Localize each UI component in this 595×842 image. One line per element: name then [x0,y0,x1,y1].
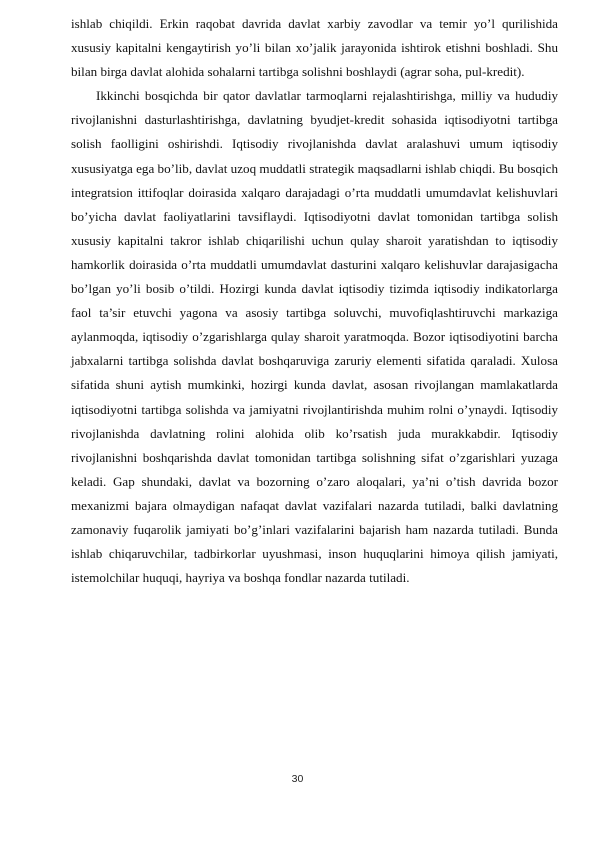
paragraph-main: Ikkinchi bosqichda bir qator davlatlar tarmoqlarni rejalashtirishga, milliy va hududiy rivojlanishni dasturlashtirishga, davlatning byudjet-kredit sohasida iqtisodiyotni tartibga solish faolligini oshirishdi. Iqtisodiy rivojlanishda davlat aralashuvi umum iqtisodiy xususiyatga ega bo’lib, davlat uzoq muddatli strategik maqsadlarni ishlab chiqdi. Bu bosqich integratsion ittifoqlar doirasida xalqaro darajadagi o’rta muddatli umumdavlat kelishuvlari bo’yicha davlat faoliyatlarini tavsiflaydi. Iqtisodiyotni davlat tomonidan tartibga solish xususiy kapitalni takror ishlab chiqarilishi uchun qulay sharoit yaratishdan to iqtisodiy hamkorlik doirasida o’rta muddatli umumdavlat dasturini xalqaro kelishuvlar darajasigacha bo’lgan yo’li bosib o’tildi. Hozirgi kunda davlat iqtisodiy tizimda iqtisodiy indikatorlarga faol ta’sir etuvchi yagona va asosiy tartibga soluvchi, muvofiqlashtiruvchi markaziga aylanmoqda, iqtisodiy o’zgarishlarga qulay sharoit yaratmoqda. Bozor iqtisodiyotini barcha jabxalarni tartibga solishda davlat boshqaruviga zaruriy elementi sifatida qaraladi. Xulosa sifatida shuni aytish mumkinki, hozirgi kunda davlat, asosan rivojlangan mamlakatlarda iqtisodiyotni tartibga solishda va jamiyatni rivojlantirishda muhim rolni o’ynaydi. Iqtisodiy rivojlanishda davlatning rolini alohida olib ko’rsatish juda murakkabdir. Iqtisodiy rivojlanishni boshqarishda davlat tomonidan tartibga solishning sifat o’zgarishlari yuzaga keladi. Gap shundaki, davlat va bozorning o’zaro aloqalari, ya’ni o’tish davrida bozor mexanizmi bajara olmaydigan nafaqat davlat vazifalari nazarda tutiladi, balki davlatning zamonaviy fuqarolik jamiyati bo’g’inlari vazifalarini bajarish ham nazarda tutiladi. Bunda ishlab chiqaruvchilar, tadbirkorlar uyushmasi, inson huquqlarini himoya qilish jamiyati, istemolchilar huquqi, hayriya va boshqa fondlar nazarda tutiladi. [71,88,558,586]
paragraph-continuation: ishlab chiqildi. Erkin raqobat davrida davlat xarbiy zavodlar va temir yo’l qurilishida xususiy kapitalni kengaytirish yo’li bilan xo’jalik jarayonida ishtirok etishni boshladi. Shu bilan birga davlat alohida sohalarni tartibga solishni boshlaydi (agrar soha, pul-kredit). [71,16,558,80]
page-number: 30 [291,773,304,785]
body-text [71,12,558,590]
